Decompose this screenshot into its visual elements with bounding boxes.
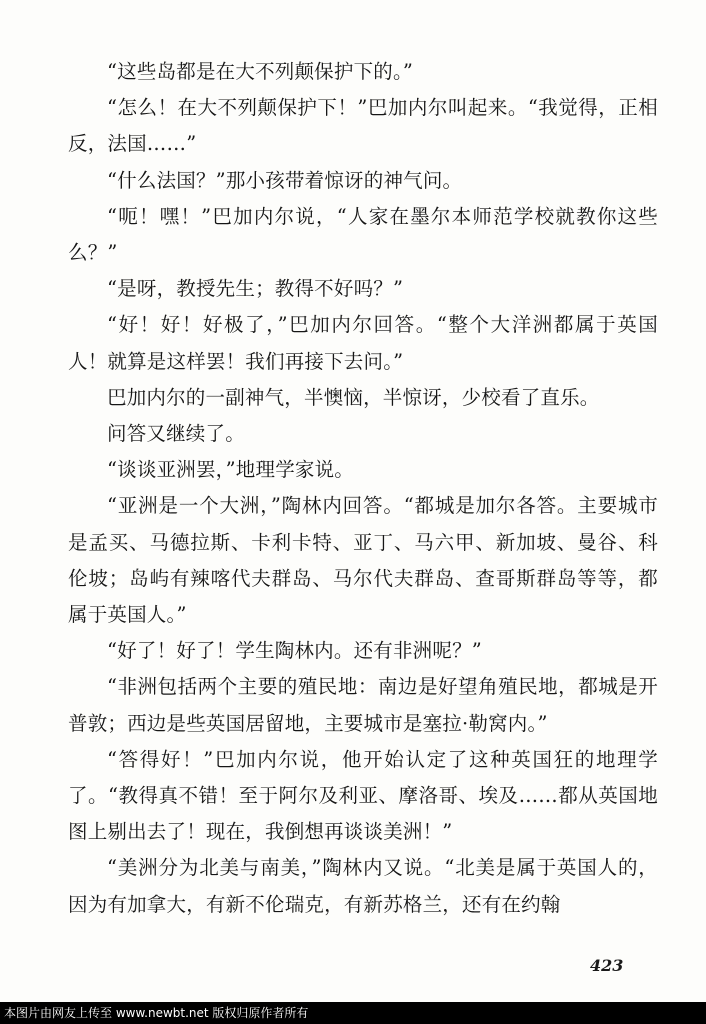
- paragraph: “美洲分为北美与南美，”陶林内又说。“北美是属于英国人的，因为有加拿大，有新不伦瑞克，有新苏格兰，还有在约翰: [68, 856, 658, 916]
- page-number: 423: [590, 956, 624, 975]
- paragraph: “亚洲是一个大洲，”陶林内回答。“都城是加尔各答。主要城市是孟买、马德拉斯、卡利卡特、亚丁、马六甲、新加坡、曼谷、科伦坡；岛屿有辣喀代夫群岛、马尔代夫群岛、查哥斯群岛等等，都属于英国人。”: [68, 494, 658, 627]
- paragraph: “怎么！在大不列颠保护下！”巴加内尔叫起来。“我觉得，正相反，法国……”: [68, 96, 658, 156]
- paragraph: “谈谈亚洲罢，”地理学家说。: [107, 458, 354, 482]
- paragraph: “非洲包括两个主要的殖民地：南边是好望角殖民地，都城是开普敦；西边是些英国居留地，主要城市是塞拉·勒窝内。”: [68, 675, 658, 735]
- body-text: [68, 54, 658, 923]
- paragraph: “什么法国？”那小孩带着惊讶的神气问。: [107, 168, 463, 192]
- paragraph: “好了！好了！学生陶林内。还有非洲呢？”: [107, 639, 482, 663]
- paragraph: “呃！嘿！”巴加内尔说，“人家在墨尔本师范学校就教你这些么？”: [68, 204, 658, 265]
- paragraph: 巴加内尔的一副神气，半懊恼，半惊讶，少校看了直乐。: [107, 385, 600, 409]
- watermark-banner: 本图片由网友上传至 www.newbt.net 版权归原作者所有: [0, 1002, 706, 1024]
- paragraph: “这些岛都是在大不列颠保护下的。”: [107, 60, 414, 83]
- paragraph: “答得好！”巴加内尔说，他开始认定了这种英国狂的地理学了。“教得真不错！至于阿尔及利亚、摩洛哥、埃及……都从英国地图上剔出去了！现在，我倒想再谈谈美洲！”: [68, 747, 658, 844]
- paragraph: 问答又继续了。: [107, 422, 245, 446]
- paragraph: “好！好！好极了，”巴加内尔回答。“整个大洋洲都属于英国人！就算是这样罢！我们再接下去问。”: [68, 313, 658, 373]
- paragraph: “是呀，教授先生；教得不好吗？”: [107, 277, 404, 301]
